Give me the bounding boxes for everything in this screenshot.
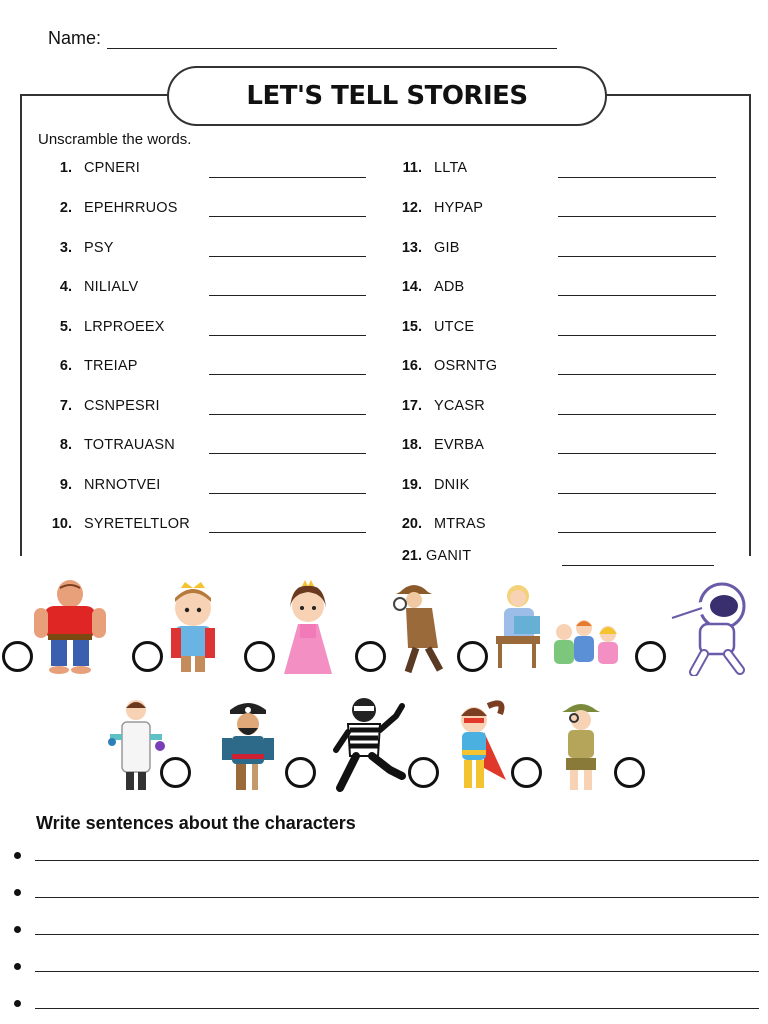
item-number: 10. bbox=[51, 516, 72, 532]
answer-blank[interactable] bbox=[209, 374, 366, 375]
answer-circle[interactable] bbox=[244, 641, 275, 672]
scrambled-word: NILIALV bbox=[84, 279, 139, 295]
frame-border-right bbox=[749, 94, 751, 556]
answer-circle[interactable] bbox=[635, 641, 666, 672]
list-item bbox=[398, 548, 471, 564]
list-item bbox=[398, 240, 460, 256]
thief-icon bbox=[330, 696, 406, 794]
scrambled-word: SYRETELTLOR bbox=[84, 516, 190, 532]
answer-blank[interactable] bbox=[558, 374, 716, 375]
item-number: 11. bbox=[402, 160, 422, 176]
bullet bbox=[14, 1000, 21, 1007]
answer-blank[interactable] bbox=[558, 295, 716, 296]
item-number: 5. bbox=[59, 319, 72, 335]
list-item bbox=[48, 200, 178, 216]
giant-icon bbox=[30, 578, 110, 676]
bullet bbox=[14, 926, 21, 933]
name-field[interactable] bbox=[48, 28, 557, 49]
scrambled-word: MTRAS bbox=[434, 516, 486, 532]
list-item bbox=[48, 398, 160, 414]
sentence-line[interactable] bbox=[14, 961, 759, 972]
item-number: 13. bbox=[401, 240, 422, 256]
list-item bbox=[398, 319, 474, 335]
astronaut-icon bbox=[666, 578, 750, 676]
scrambled-word: ADB bbox=[434, 279, 465, 295]
bullet bbox=[14, 852, 21, 859]
item-number: 4. bbox=[59, 279, 72, 295]
sentence-line[interactable] bbox=[14, 998, 759, 1009]
prince-icon bbox=[163, 580, 223, 676]
scrambled-word: TREIAP bbox=[84, 358, 138, 374]
sentence-blank[interactable] bbox=[35, 998, 759, 1009]
answer-circle[interactable] bbox=[2, 641, 33, 672]
list-item bbox=[48, 516, 190, 532]
answer-circle[interactable] bbox=[285, 757, 316, 788]
answer-circle[interactable] bbox=[408, 757, 439, 788]
list-item bbox=[398, 279, 464, 295]
scrambled-word: LLTA bbox=[434, 160, 468, 176]
answer-blank[interactable] bbox=[209, 414, 366, 415]
scientist-icon bbox=[104, 696, 168, 794]
frame-border-left bbox=[20, 94, 22, 556]
scrambled-word: NRNOTVEI bbox=[84, 477, 161, 493]
instructions: Unscramble the words. bbox=[38, 131, 192, 148]
sentence-line[interactable] bbox=[14, 887, 759, 898]
answer-blank[interactable] bbox=[562, 565, 714, 566]
superhero-icon bbox=[444, 698, 510, 794]
answer-blank[interactable] bbox=[558, 216, 716, 217]
answer-blank[interactable] bbox=[558, 532, 716, 533]
item-number: 1. bbox=[59, 160, 72, 176]
list-item bbox=[48, 358, 138, 374]
section-heading: Write sentences about the characters bbox=[36, 813, 356, 833]
answer-circle[interactable] bbox=[614, 757, 645, 788]
answer-blank[interactable] bbox=[209, 256, 366, 257]
answer-blank[interactable] bbox=[209, 216, 366, 217]
item-number: 2. bbox=[59, 200, 72, 216]
answer-blank[interactable] bbox=[558, 256, 716, 257]
item-number: 7. bbox=[59, 398, 72, 414]
princess-icon bbox=[280, 580, 336, 676]
answer-circle[interactable] bbox=[160, 757, 191, 788]
answer-blank[interactable] bbox=[558, 453, 716, 454]
scrambled-word: CPNERI bbox=[84, 160, 140, 176]
list-item bbox=[48, 240, 114, 256]
list-item bbox=[398, 437, 484, 453]
scrambled-word: EVRBA bbox=[434, 437, 485, 453]
item-number: 16. bbox=[401, 358, 422, 374]
answer-circle[interactable] bbox=[132, 641, 163, 672]
scrambled-word: OSRNTG bbox=[434, 358, 498, 374]
answer-blank[interactable] bbox=[558, 335, 716, 336]
bullet bbox=[14, 963, 21, 970]
item-number: 20. bbox=[401, 516, 422, 532]
answer-circle[interactable] bbox=[511, 757, 542, 788]
scrambled-word: YCASR bbox=[434, 398, 485, 414]
scrambled-word: CSNPESRI bbox=[84, 398, 160, 414]
answer-blank[interactable] bbox=[209, 453, 366, 454]
sentence-line[interactable] bbox=[14, 850, 759, 861]
explorer-icon bbox=[556, 698, 606, 794]
bullet bbox=[14, 889, 21, 896]
list-item bbox=[48, 279, 138, 295]
list-item bbox=[398, 358, 497, 374]
scrambled-word: PSY bbox=[84, 240, 114, 256]
item-number: 6. bbox=[59, 358, 72, 374]
answer-circle[interactable] bbox=[355, 641, 386, 672]
list-item bbox=[48, 477, 161, 493]
item-number: 21. bbox=[401, 548, 422, 564]
list-item bbox=[48, 319, 165, 335]
scrambled-word: EPEHRRUOS bbox=[84, 200, 178, 216]
list-item bbox=[398, 398, 485, 414]
item-number: 14. bbox=[401, 279, 422, 295]
item-number: 3. bbox=[59, 240, 72, 256]
scrambled-word: LRPROEEX bbox=[84, 319, 165, 335]
item-number: 19. bbox=[401, 477, 422, 493]
list-item bbox=[48, 160, 140, 176]
spy-icon bbox=[388, 578, 452, 676]
answer-blank[interactable] bbox=[558, 177, 716, 178]
sentence-blank[interactable] bbox=[35, 961, 759, 972]
item-number: 15. bbox=[401, 319, 422, 335]
sentence-blank[interactable] bbox=[35, 850, 759, 861]
scrambled-word: HYPAP bbox=[434, 200, 484, 216]
list-item bbox=[398, 477, 469, 493]
scrambled-word: GIB bbox=[434, 240, 460, 256]
name-label: Name: bbox=[48, 28, 102, 48]
list-item bbox=[398, 200, 483, 216]
item-number: 8. bbox=[59, 437, 72, 453]
list-item bbox=[48, 437, 175, 453]
answer-blank[interactable] bbox=[209, 177, 366, 178]
scrambled-word: TOTRAUASN bbox=[84, 437, 175, 453]
sentence-line[interactable] bbox=[14, 924, 759, 935]
sentence-blank[interactable] bbox=[35, 924, 759, 935]
sentence-blank[interactable] bbox=[35, 887, 759, 898]
item-number: 17. bbox=[401, 398, 422, 414]
answer-blank[interactable] bbox=[209, 493, 366, 494]
scrambled-word: UTCE bbox=[434, 319, 475, 335]
answer-blank[interactable] bbox=[558, 414, 716, 415]
item-number: 12. bbox=[401, 200, 422, 216]
pirate-icon bbox=[216, 698, 280, 794]
item-number: 18. bbox=[401, 437, 422, 453]
page-title: LET'S TELL STORIES bbox=[167, 66, 607, 126]
storyteller-icon bbox=[492, 580, 632, 676]
scrambled-word: DNIK bbox=[434, 477, 470, 493]
name-blank[interactable] bbox=[107, 32, 557, 49]
list-item bbox=[398, 516, 486, 532]
answer-blank[interactable] bbox=[209, 335, 366, 336]
item-number: 9. bbox=[59, 477, 72, 493]
answer-blank[interactable] bbox=[209, 295, 366, 296]
answer-circle[interactable] bbox=[457, 641, 488, 672]
frame-border-top-right bbox=[600, 94, 751, 96]
frame-border-top-left bbox=[20, 94, 170, 96]
scrambled-word: GANIT bbox=[426, 548, 472, 564]
answer-blank[interactable] bbox=[558, 493, 716, 494]
answer-blank[interactable] bbox=[209, 532, 366, 533]
list-item bbox=[398, 160, 467, 176]
